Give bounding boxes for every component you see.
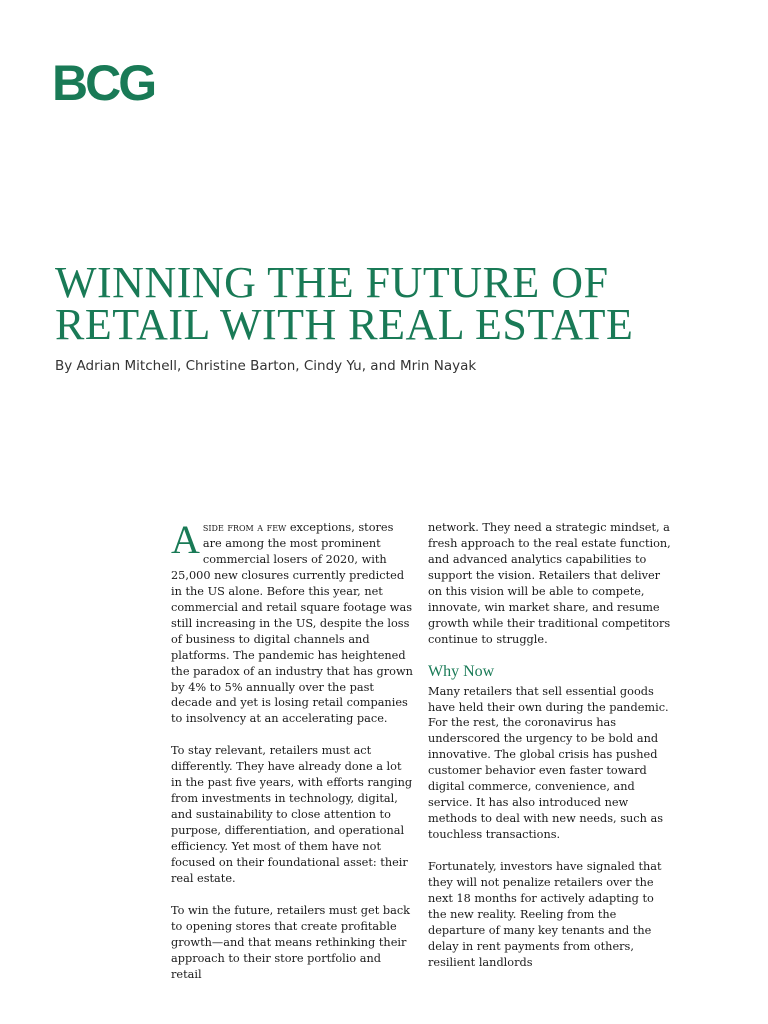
page-title: [55, 258, 735, 349]
paragraph-text: exceptions, stores are among the most prominent commercial losers of 2020, with 25,000 new closures currently predicted in the US alone. Before this year, net commercial and retail square footage was still increasing in the US, despite the loss of business to digital channels and platforms. The pandemic has heightened the paradox of an industry that has grown by 4% to 5% annually over the past decade and yet is losing retail companies to insolvency at an accelerating pace.: [171, 521, 413, 726]
paragraph: network. They need a strategic mindset, a fresh approach to the real estate function, and advanced analytics capabilities to support the vision. Retailers that deliver on this vision will be able to compete, innovate, win market share, and resume growth while their traditional competitors continue to struggle.: [428, 521, 671, 646]
section-heading: Why Now: [428, 662, 495, 680]
lead-in: side from a few: [202, 521, 287, 534]
paragraph: To stay relevant, retailers must act differently. They have already done a lot in the past five years, with efforts ranging from investments in technology, digital, and sustainability to close attention to purpose, differentiation, and operational efficiency. Yet most of them have not focused on their foundational asset: their real estate.: [171, 744, 413, 886]
author-byline: By Adrian Mitchell, Christine Barton, Cindy Yu, and Mrin Nayak: [55, 358, 477, 374]
paragraph: To win the future, retailers must get back to opening stores that create profitable growth—and that means rethinking their approach to their store portfolio and retail: [171, 903, 410, 981]
title-line-2: RETAIL WITH REAL ESTATE: [55, 300, 634, 349]
right-column: [428, 520, 671, 987]
drop-cap: A: [171, 517, 200, 562]
bcg-logo: BCG: [52, 55, 155, 111]
paragraph: Fortunately, investors have signaled that they will not penalize retailers over the next 18 months for actively adapting to the new reality. Reeling from the departure of many key tenants and the delay in rent payments from others, resilient landlords: [428, 860, 662, 969]
left-column: [171, 517, 414, 999]
paragraph: Many retailers that sell essential goods have held their own during the pandemic. For the rest, the coronavirus has underscored the urgency to be bold and innovative. The global crisis has pushed customer behavior even faster toward digital commerce, convenience, and service. It has also introduced new methods to deal with new needs, such as touchless transactions.: [428, 684, 669, 842]
paragraph: [171, 517, 414, 727]
title-line-1: WINNING THE FUTURE OF: [55, 258, 609, 307]
